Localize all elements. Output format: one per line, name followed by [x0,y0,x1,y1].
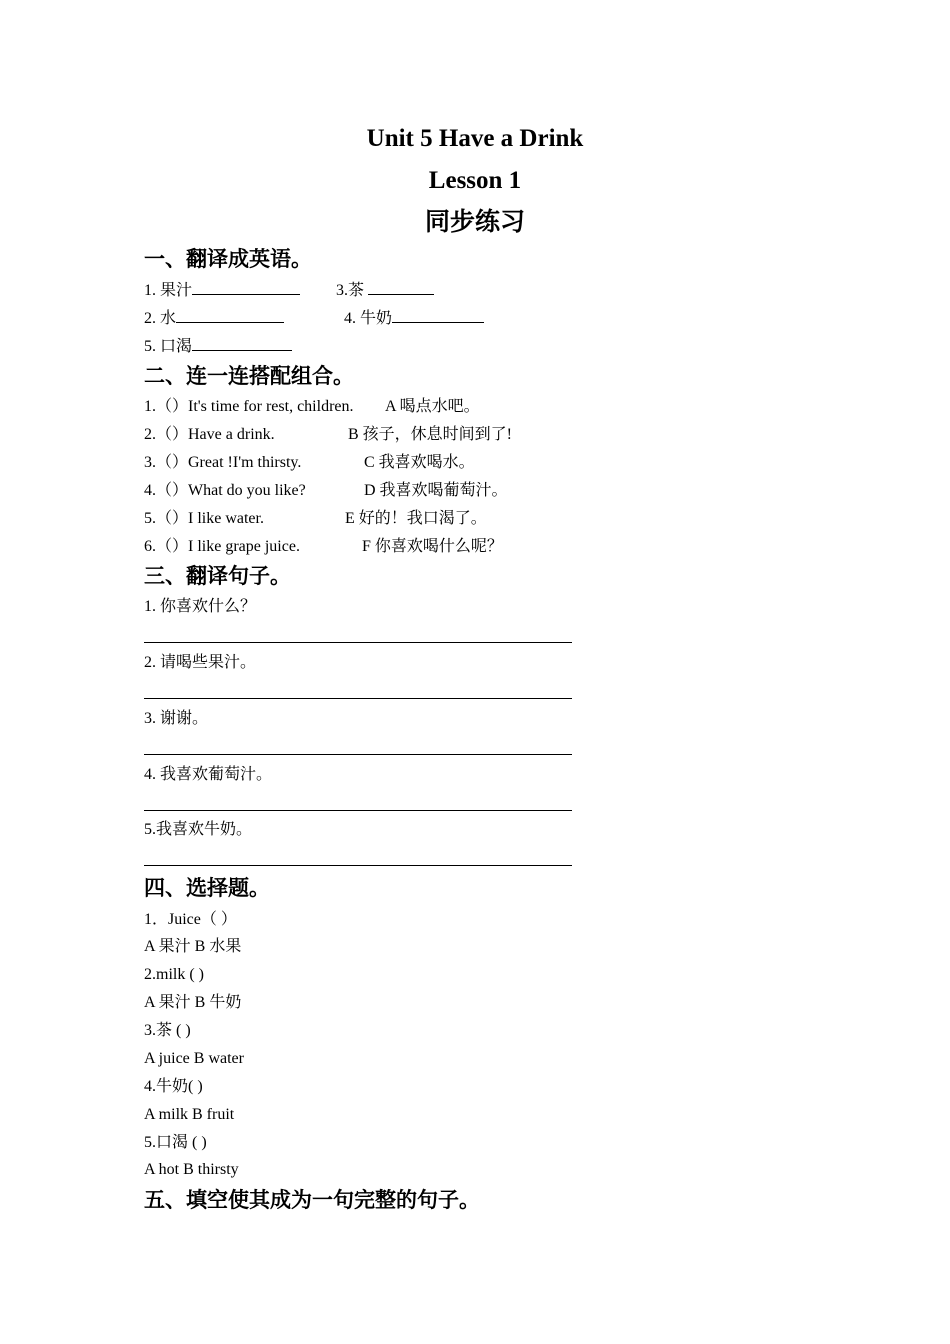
match-right-f: F 你喜欢喝什么呢？ [362,538,503,555]
s1-item-1: 1. 果汁 [144,280,300,301]
match-left-2: 2.（）Have a drink. [144,426,275,443]
choice-options-5: A hot B thirsty [144,1161,239,1178]
match-right-d: D 我喜欢喝葡萄汁。 [364,482,508,499]
section5-heading: 五、填空使其成为一句完整的句子。 [144,1188,480,1212]
section1-heading: 一、翻译成英语。 [144,247,312,271]
s1-item-4: 4. 牛奶 [344,308,484,329]
match-left-6: 6.（）I like grape juice. [144,538,300,555]
section4-heading: 四、选择题。 [144,876,270,900]
answer-blank[interactable] [368,280,434,295]
s1-item-3: 3.茶 [336,280,434,301]
unit-title: Unit 5 Have a Drink [366,125,584,152]
answer-line[interactable] [144,810,572,811]
answer-line[interactable] [144,865,572,866]
choice-question-5: 5.口渴 ( ) [144,1134,207,1151]
answer-line[interactable] [144,754,572,755]
match-left-5: 5.（）I like water. [144,510,264,527]
choice-question-1: 1．Juice（ ） [144,911,237,928]
choice-options-1: A 果汁 B 水果 [144,938,242,955]
match-right-c: C 我喜欢喝水。 [364,454,475,471]
section2-heading: 二、连一连搭配组合。 [144,364,354,388]
match-right-a: A 喝点水吧。 [385,398,480,415]
answer-blank[interactable] [192,280,300,295]
lesson-title: Lesson 1 [428,167,522,194]
choice-options-2: A 果汁 B 牛奶 [144,994,242,1011]
translate-item-2: 2. 请喝些果汁。 [144,654,257,671]
translate-item-3: 3. 谢谢。 [144,710,209,727]
translate-item-4: 4. 我喜欢葡萄汁。 [144,766,273,783]
translate-item-5: 5.我喜欢牛奶。 [144,821,253,838]
s1-item-2: 2. 水 [144,308,284,329]
section3-heading: 三、翻译句子。 [144,564,291,588]
answer-blank[interactable] [192,336,292,351]
match-left-3: 3.（）Great !I'm thirsty. [144,454,302,471]
choice-question-2: 2.milk ( ) [144,966,204,983]
match-left-4: 4.（）What do you like? [144,482,306,499]
match-right-b: B 孩子，休息时间到了! [348,426,513,443]
choice-question-4: 4.牛奶( ) [144,1078,203,1095]
answer-blank[interactable] [392,308,484,323]
answer-line[interactable] [144,698,572,699]
match-left-1: 1.（）It's time for rest, children. [144,398,354,415]
choice-question-3: 3.茶 ( ) [144,1022,191,1039]
s1-item-5: 5. 口渴 [144,336,292,357]
choice-options-3: A juice B water [144,1050,244,1067]
answer-blank[interactable] [176,308,284,323]
answer-line[interactable] [144,642,572,643]
translate-item-1: 1. 你喜欢什么？ [144,598,257,615]
choice-options-4: A milk B fruit [144,1106,235,1123]
match-right-e: E 好的！我口渴了。 [345,510,487,527]
practice-title: 同步练习 [424,207,525,236]
